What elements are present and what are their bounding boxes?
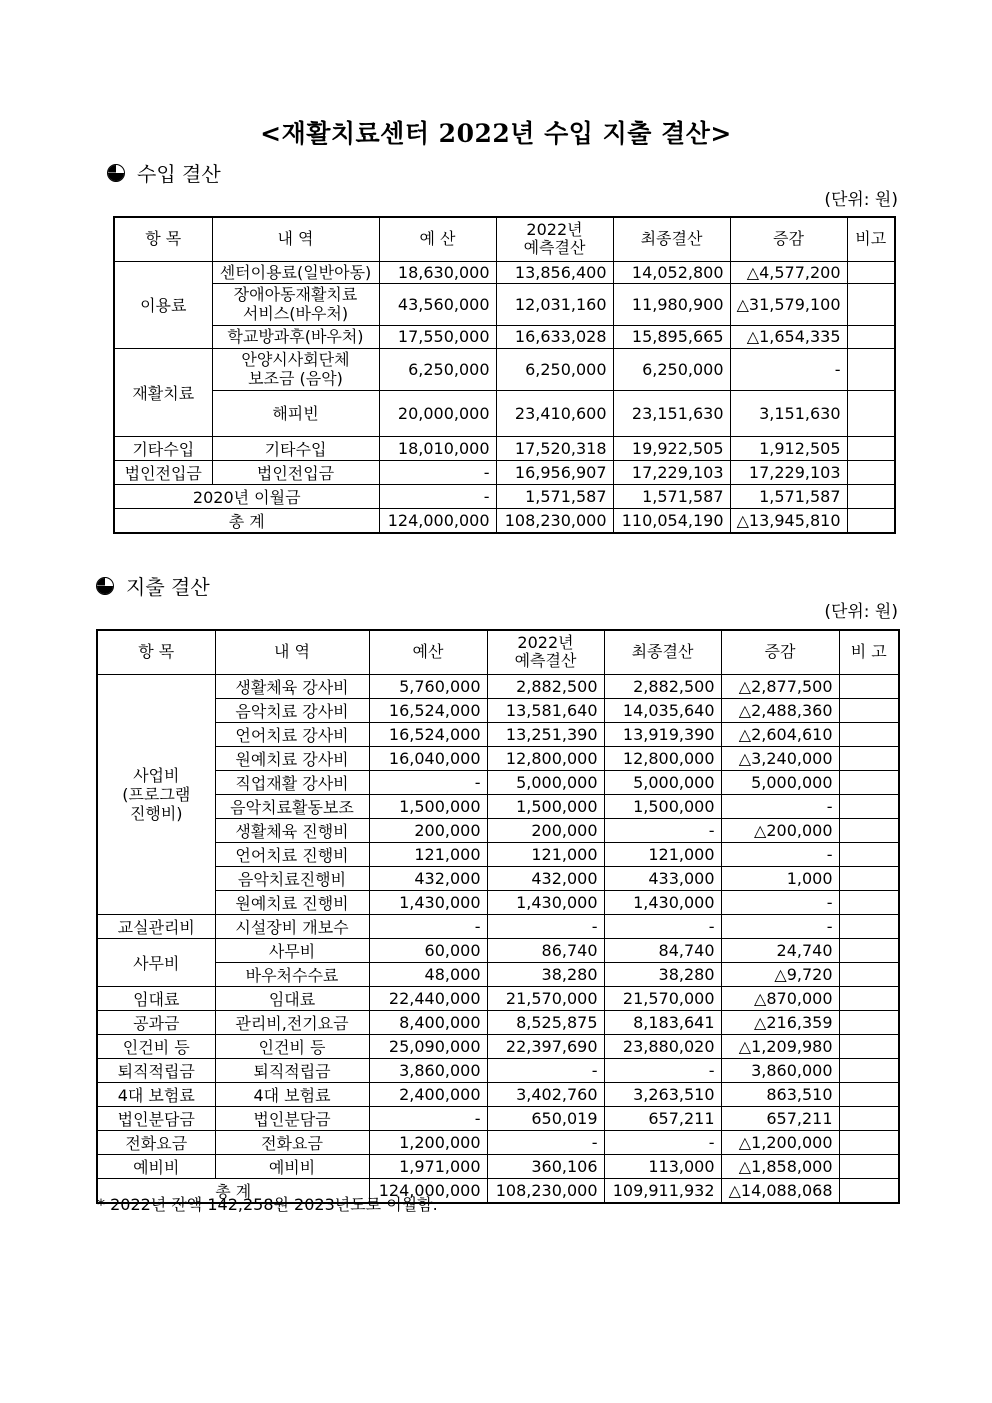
category-cell: 공과금 — [97, 1010, 215, 1034]
item-cell: 해피빈 — [212, 390, 379, 436]
page-title: <재활치료센터 2022년 수입 지출 결산> — [260, 119, 732, 148]
budget-cell: 432,000 — [369, 866, 487, 890]
final-cell: - — [604, 914, 721, 938]
budget-cell: - — [369, 914, 487, 938]
forecast-cell: 6,250,000 — [496, 348, 613, 390]
diff-cell: 1,571,587 — [730, 484, 847, 508]
column-header-item: 내 역 — [212, 217, 379, 261]
forecast-cell: - — [487, 1058, 604, 1082]
forecast-cell: 108,230,000 — [496, 508, 613, 533]
half-circle-bullet-icon — [107, 164, 125, 182]
note-cell — [839, 1154, 899, 1178]
budget-cell: 1,971,000 — [369, 1154, 487, 1178]
forecast-cell: 1,571,587 — [496, 484, 613, 508]
diff-cell: 3,860,000 — [721, 1058, 839, 1082]
forecast-cell: 360,106 — [487, 1154, 604, 1178]
table-row — [97, 1082, 899, 1106]
table-row — [97, 1106, 899, 1130]
final-cell: - — [604, 1058, 721, 1082]
forecast-cell: 16,633,028 — [496, 325, 613, 348]
item-cell: 생활체육 진행비 — [215, 818, 369, 842]
budget-cell: 22,440,000 — [369, 986, 487, 1010]
table-row — [114, 460, 895, 484]
final-cell: 11,980,900 — [613, 283, 730, 325]
category-cell: 기타수입 — [114, 436, 212, 460]
item-cell: 원예치료 강사비 — [215, 746, 369, 770]
table-row — [114, 484, 895, 508]
income-section-heading — [107, 158, 221, 187]
final-cell: 23,880,020 — [604, 1034, 721, 1058]
note-cell — [839, 890, 899, 914]
budget-cell: 124,000,000 — [379, 508, 496, 533]
budget-cell: 18,010,000 — [379, 436, 496, 460]
budget-cell: 43,560,000 — [379, 283, 496, 325]
column-header-category: 항 목 — [97, 630, 215, 674]
diff-cell: - — [721, 914, 839, 938]
table-row — [114, 348, 895, 390]
budget-cell: 121,000 — [369, 842, 487, 866]
diff-cell: △200,000 — [721, 818, 839, 842]
column-header-forecast: 2022년 예측결산 — [487, 630, 604, 674]
note-cell — [847, 348, 895, 390]
item-cell: 생활체육 강사비 — [215, 674, 369, 698]
note-cell — [839, 938, 899, 962]
note-cell — [839, 914, 899, 938]
final-cell: 657,211 — [604, 1106, 721, 1130]
note-cell — [839, 962, 899, 986]
note-cell — [847, 261, 895, 283]
diff-cell: △9,720 — [721, 962, 839, 986]
budget-cell: - — [369, 770, 487, 794]
final-cell: 12,800,000 — [604, 746, 721, 770]
item-cell: 언어치료 진행비 — [215, 842, 369, 866]
forecast-cell: 13,581,640 — [487, 698, 604, 722]
diff-cell: - — [730, 348, 847, 390]
final-cell: 19,922,505 — [613, 436, 730, 460]
diff-cell: △2,604,610 — [721, 722, 839, 746]
budget-cell: - — [379, 484, 496, 508]
diff-cell: 657,211 — [721, 1106, 839, 1130]
diff-cell: △1,654,335 — [730, 325, 847, 348]
category-cell: 인건비 등 — [97, 1034, 215, 1058]
note-cell — [839, 842, 899, 866]
diff-cell: 1,912,505 — [730, 436, 847, 460]
forecast-cell: 1,430,000 — [487, 890, 604, 914]
table-row — [114, 283, 895, 325]
forecast-cell: 432,000 — [487, 866, 604, 890]
note-cell — [839, 818, 899, 842]
item-cell: 원예치료 진행비 — [215, 890, 369, 914]
total-label: 총 계 — [97, 1178, 369, 1203]
table-header-row — [97, 630, 899, 674]
category-cell: 2020년 이월금 — [114, 484, 379, 508]
item-cell: 인건비 등 — [215, 1034, 369, 1058]
budget-cell: 8,400,000 — [369, 1010, 487, 1034]
diff-cell: 863,510 — [721, 1082, 839, 1106]
item-cell: 퇴직적립금 — [215, 1058, 369, 1082]
item-cell: 법인분담금 — [215, 1106, 369, 1130]
table-row — [114, 261, 895, 283]
final-cell: 1,500,000 — [604, 794, 721, 818]
final-cell: 3,263,510 — [604, 1082, 721, 1106]
note-cell — [839, 794, 899, 818]
note-cell — [847, 390, 895, 436]
forecast-cell: - — [487, 1130, 604, 1154]
forecast-cell: 17,520,318 — [496, 436, 613, 460]
note-cell — [839, 1034, 899, 1058]
final-cell: 38,280 — [604, 962, 721, 986]
final-cell: 6,250,000 — [613, 348, 730, 390]
final-cell: 13,919,390 — [604, 722, 721, 746]
diff-cell: - — [721, 890, 839, 914]
table-row — [97, 698, 899, 722]
budget-cell: 16,040,000 — [369, 746, 487, 770]
diff-cell: 1,000 — [721, 866, 839, 890]
note-cell — [839, 1130, 899, 1154]
diff-cell: △216,359 — [721, 1010, 839, 1034]
table-row — [97, 746, 899, 770]
budget-cell: 2,400,000 — [369, 1082, 487, 1106]
forecast-cell: 108,230,000 — [487, 1178, 604, 1203]
note-cell — [847, 283, 895, 325]
final-cell: 8,183,641 — [604, 1010, 721, 1034]
note-cell — [839, 1106, 899, 1130]
note-cell — [839, 746, 899, 770]
column-header-final: 최종결산 — [604, 630, 721, 674]
diff-cell: - — [721, 842, 839, 866]
table-row — [97, 866, 899, 890]
budget-cell: 17,550,000 — [379, 325, 496, 348]
table-row — [97, 770, 899, 794]
forecast-cell: 5,000,000 — [487, 770, 604, 794]
forecast-cell: 86,740 — [487, 938, 604, 962]
budget-cell: 200,000 — [369, 818, 487, 842]
diff-cell: △870,000 — [721, 986, 839, 1010]
diff-cell: △13,945,810 — [730, 508, 847, 533]
item-cell: 바우처수수료 — [215, 962, 369, 986]
budget-cell: 18,630,000 — [379, 261, 496, 283]
table-row — [97, 1058, 899, 1082]
column-header-diff: 증감 — [721, 630, 839, 674]
diff-cell: 3,151,630 — [730, 390, 847, 436]
forecast-cell: 12,031,160 — [496, 283, 613, 325]
column-header-budget: 예산 — [369, 630, 487, 674]
note-cell — [839, 674, 899, 698]
category-cell: 임대료 — [97, 986, 215, 1010]
expense-heading-label: 지출 결산 — [126, 575, 210, 599]
table-row — [97, 794, 899, 818]
budget-cell: 16,524,000 — [369, 698, 487, 722]
column-header-final: 최종결산 — [613, 217, 730, 261]
budget-cell: 16,524,000 — [369, 722, 487, 746]
table-row — [97, 1034, 899, 1058]
note-cell — [847, 325, 895, 348]
category-cell: 이용료 — [114, 261, 212, 348]
budget-cell: - — [369, 1106, 487, 1130]
item-cell: 임대료 — [215, 986, 369, 1010]
budget-cell: 6,250,000 — [379, 348, 496, 390]
final-cell: 113,000 — [604, 1154, 721, 1178]
item-cell: 음악치료 강사비 — [215, 698, 369, 722]
table-row — [97, 914, 899, 938]
note-cell — [847, 484, 895, 508]
forecast-cell: 38,280 — [487, 962, 604, 986]
table-row — [97, 842, 899, 866]
item-cell: 학교방과후(바우처) — [212, 325, 379, 348]
final-cell: 1,430,000 — [604, 890, 721, 914]
forecast-cell: 13,856,400 — [496, 261, 613, 283]
category-cell: 법인분담금 — [97, 1106, 215, 1130]
table-row — [114, 390, 895, 436]
category-cell: 재활치료 — [114, 348, 212, 436]
expense-unit-label: (단위: 원) — [824, 602, 898, 622]
item-cell: 언어치료 강사비 — [215, 722, 369, 746]
forecast-cell: 12,800,000 — [487, 746, 604, 770]
column-header-budget: 예 산 — [379, 217, 496, 261]
forecast-cell: - — [487, 914, 604, 938]
item-cell: 관리비,전기요금 — [215, 1010, 369, 1034]
final-cell: 110,054,190 — [613, 508, 730, 533]
table-header-row — [114, 217, 895, 261]
final-cell: - — [604, 1130, 721, 1154]
final-cell: 17,229,103 — [613, 460, 730, 484]
category-cell: 법인전입금 — [114, 460, 212, 484]
final-cell: 1,571,587 — [613, 484, 730, 508]
final-cell: 5,000,000 — [604, 770, 721, 794]
table-row — [97, 1154, 899, 1178]
budget-cell: 5,760,000 — [369, 674, 487, 698]
budget-cell: 1,200,000 — [369, 1130, 487, 1154]
final-cell: 109,911,932 — [604, 1178, 721, 1203]
item-cell: 안양시사회단체 보조금 (음악) — [212, 348, 379, 390]
budget-cell: 20,000,000 — [379, 390, 496, 436]
diff-cell: 5,000,000 — [721, 770, 839, 794]
diff-cell: △2,488,360 — [721, 698, 839, 722]
final-cell: 2,882,500 — [604, 674, 721, 698]
diff-cell: △2,877,500 — [721, 674, 839, 698]
note-cell — [839, 698, 899, 722]
forecast-cell: 650,019 — [487, 1106, 604, 1130]
forecast-cell: 16,956,907 — [496, 460, 613, 484]
column-header-note: 비고 — [847, 217, 895, 261]
budget-cell: 1,500,000 — [369, 794, 487, 818]
note-cell — [839, 1010, 899, 1034]
item-cell: 기타수입 — [212, 436, 379, 460]
table-row — [114, 325, 895, 348]
budget-cell: 25,090,000 — [369, 1034, 487, 1058]
diff-cell: 24,740 — [721, 938, 839, 962]
column-header-forecast: 2022년 예측결산 — [496, 217, 613, 261]
total-row — [114, 508, 895, 533]
diff-cell: △14,088,068 — [721, 1178, 839, 1203]
forecast-cell: 121,000 — [487, 842, 604, 866]
table-row — [97, 1130, 899, 1154]
forecast-cell: 13,251,390 — [487, 722, 604, 746]
item-cell: 예비비 — [215, 1154, 369, 1178]
item-cell: 장애아동재활치료 서비스(바우처) — [212, 283, 379, 325]
table-row — [97, 962, 899, 986]
footnote: * 2022년 잔액 142,258원 2023년도로 이월함. — [97, 1195, 438, 1214]
forecast-cell: 2,882,500 — [487, 674, 604, 698]
final-cell: 84,740 — [604, 938, 721, 962]
budget-cell: 1,430,000 — [369, 890, 487, 914]
table-row — [97, 722, 899, 746]
table-row — [97, 986, 899, 1010]
category-cell: 교실관리비 — [97, 914, 215, 938]
note-cell — [847, 508, 895, 533]
diff-cell: △1,858,000 — [721, 1154, 839, 1178]
item-cell: 시설장비 개보수 — [215, 914, 369, 938]
budget-cell: - — [379, 460, 496, 484]
forecast-cell: 3,402,760 — [487, 1082, 604, 1106]
diff-cell: △1,200,000 — [721, 1130, 839, 1154]
diff-cell: 17,229,103 — [730, 460, 847, 484]
item-cell: 센터이용료(일반아동) — [212, 261, 379, 283]
category-cell: 예비비 — [97, 1154, 215, 1178]
income-heading-label: 수입 결산 — [137, 162, 221, 186]
note-cell — [839, 866, 899, 890]
table-row — [97, 818, 899, 842]
diff-cell: △3,240,000 — [721, 746, 839, 770]
final-cell: 121,000 — [604, 842, 721, 866]
income-unit-label: (단위: 원) — [824, 190, 898, 210]
budget-cell: 3,860,000 — [369, 1058, 487, 1082]
final-cell: - — [604, 818, 721, 842]
column-header-note: 비 고 — [839, 630, 899, 674]
forecast-cell: 23,410,600 — [496, 390, 613, 436]
note-cell — [847, 436, 895, 460]
final-cell: 21,570,000 — [604, 986, 721, 1010]
forecast-cell: 21,570,000 — [487, 986, 604, 1010]
final-cell: 23,151,630 — [613, 390, 730, 436]
category-cell: 사무비 — [97, 938, 215, 986]
final-cell: 14,052,800 — [613, 261, 730, 283]
column-header-category: 항 목 — [114, 217, 212, 261]
total-label: 총 계 — [114, 508, 379, 533]
item-cell: 음악치료활동보조 — [215, 794, 369, 818]
item-cell: 음악치료진행비 — [215, 866, 369, 890]
half-circle-bullet-icon — [96, 577, 114, 595]
final-cell: 433,000 — [604, 866, 721, 890]
table-row — [114, 436, 895, 460]
table-row — [97, 890, 899, 914]
forecast-cell: 8,525,875 — [487, 1010, 604, 1034]
budget-cell: 60,000 — [369, 938, 487, 962]
final-cell: 15,895,665 — [613, 325, 730, 348]
column-header-item: 내 역 — [215, 630, 369, 674]
table-row — [97, 938, 899, 962]
expense-section-heading — [96, 571, 210, 600]
category-cell: 사업비 (프로그램 진행비) — [97, 674, 215, 914]
category-cell: 전화요금 — [97, 1130, 215, 1154]
category-cell: 4대 보험료 — [97, 1082, 215, 1106]
note-cell — [839, 722, 899, 746]
table-row — [97, 1010, 899, 1034]
diff-cell: - — [721, 794, 839, 818]
budget-cell: 124,000,000 — [369, 1178, 487, 1203]
note-cell — [839, 1058, 899, 1082]
diff-cell: △4,577,200 — [730, 261, 847, 283]
diff-cell: △1,209,980 — [721, 1034, 839, 1058]
item-cell: 사무비 — [215, 938, 369, 962]
final-cell: 14,035,640 — [604, 698, 721, 722]
income-table — [113, 216, 896, 534]
note-cell — [839, 1178, 899, 1203]
item-cell: 직업재활 강사비 — [215, 770, 369, 794]
forecast-cell: 22,397,690 — [487, 1034, 604, 1058]
note-cell — [839, 770, 899, 794]
forecast-cell: 1,500,000 — [487, 794, 604, 818]
table-row — [97, 674, 899, 698]
diff-cell: △31,579,100 — [730, 283, 847, 325]
note-cell — [839, 986, 899, 1010]
budget-cell: 48,000 — [369, 962, 487, 986]
item-cell: 법인전입금 — [212, 460, 379, 484]
category-cell: 퇴직적립금 — [97, 1058, 215, 1082]
note-cell — [847, 460, 895, 484]
note-cell — [839, 1082, 899, 1106]
item-cell: 4대 보험료 — [215, 1082, 369, 1106]
forecast-cell: 200,000 — [487, 818, 604, 842]
column-header-diff: 증감 — [730, 217, 847, 261]
expense-table — [96, 629, 900, 1204]
item-cell: 전화요금 — [215, 1130, 369, 1154]
